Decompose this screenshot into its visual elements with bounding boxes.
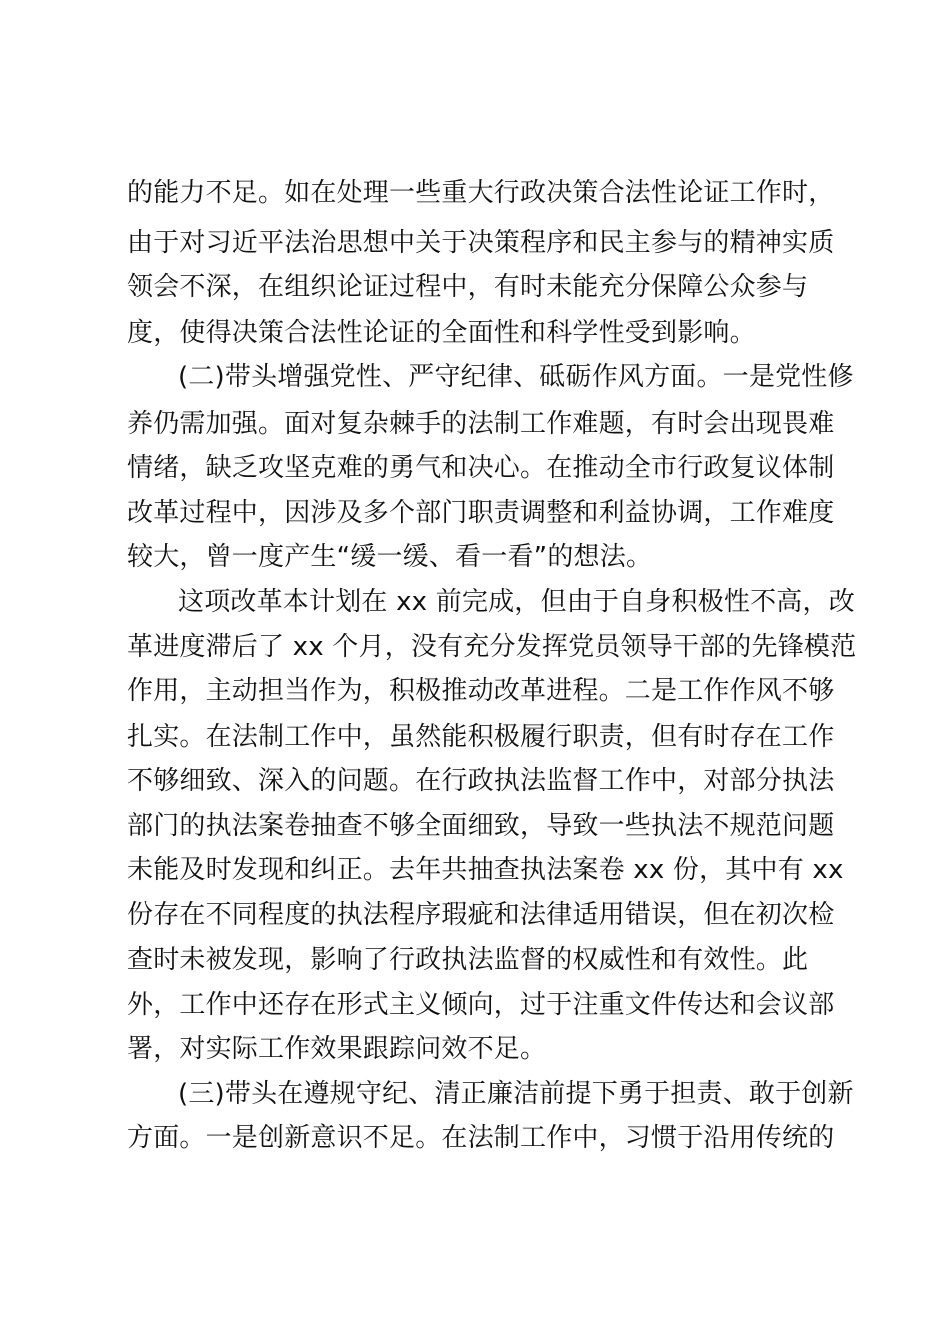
text-line: 不够细致、深入的问题。在行政执法监督工作中，对部分执法 [127, 766, 835, 796]
text-line: 查时未被发现，影响了行政执法监督的权威性和有效性。此 [127, 945, 809, 975]
text-line: 的能力不足。如在处理一些重大行政决策合法性论证工作时， [127, 178, 835, 208]
text-line: 署，对实际工作效果跟踪问效不足。 [127, 1034, 547, 1064]
text-line: 份存在不同程度的执法程序瑕疵和法律适用错误，但在初次检 [127, 900, 835, 930]
text-line: 革进度滞后了 xx 个月，没有充分发挥党员领导干部的先锋模范 [127, 632, 857, 662]
text-line: 较大，曾一度产生“缓一缓、看一看”的想法。 [127, 542, 653, 572]
text-line: 未能及时发现和纠正。去年共抽查执法案卷 xx 份，其中有 xx [127, 855, 844, 885]
text-line: 改革过程中，因涉及多个部门职责调整和利益协调，工作难度 [127, 498, 835, 528]
text-line: 外，工作中还存在形式主义倾向，过于注重文件传达和会议部 [127, 990, 835, 1020]
text-line: 情绪，缺乏攻坚克难的勇气和决心。在推动全市行政复议体制 [127, 453, 835, 483]
text-line: 由于对习近平法治思想中关于决策程序和民主参与的精神实质 [127, 228, 835, 258]
text-line: 养仍需加强。面对复杂棘手的法制工作难题，有时会出现畏难 [127, 409, 835, 439]
paragraph-heading-line: (三)带头在遵规守纪、清正廉洁前提下勇于担责、敢于创新 [178, 1079, 854, 1109]
text-line: 扎实。在法制工作中，虽然能积极履行职责，但有时存在工作 [127, 722, 835, 752]
text-line: 度，使得决策合法性论证的全面性和科学性受到影响。 [127, 318, 756, 348]
text-line: 方面。一是创新意识不足。在法制工作中，习惯于沿用传统的 [127, 1123, 835, 1153]
text-line: 作用，主动担当作为，积极推动改革进程。二是工作作风不够 [127, 676, 835, 706]
text-line: 领会不深，在组织论证过程中，有时未能充分保障公众参与 [127, 272, 809, 302]
text-line: 部门的执法案卷抽查不够全面细致，导致一些执法不规范问题 [127, 811, 835, 841]
paragraph-heading-line: (二)带头增强党性、严守纪律、砥砺作风方面。一是党性修 [178, 362, 854, 392]
paragraph-first-line: 这项改革本计划在 xx 前完成，但由于自身积极性不高，改 [178, 587, 855, 617]
